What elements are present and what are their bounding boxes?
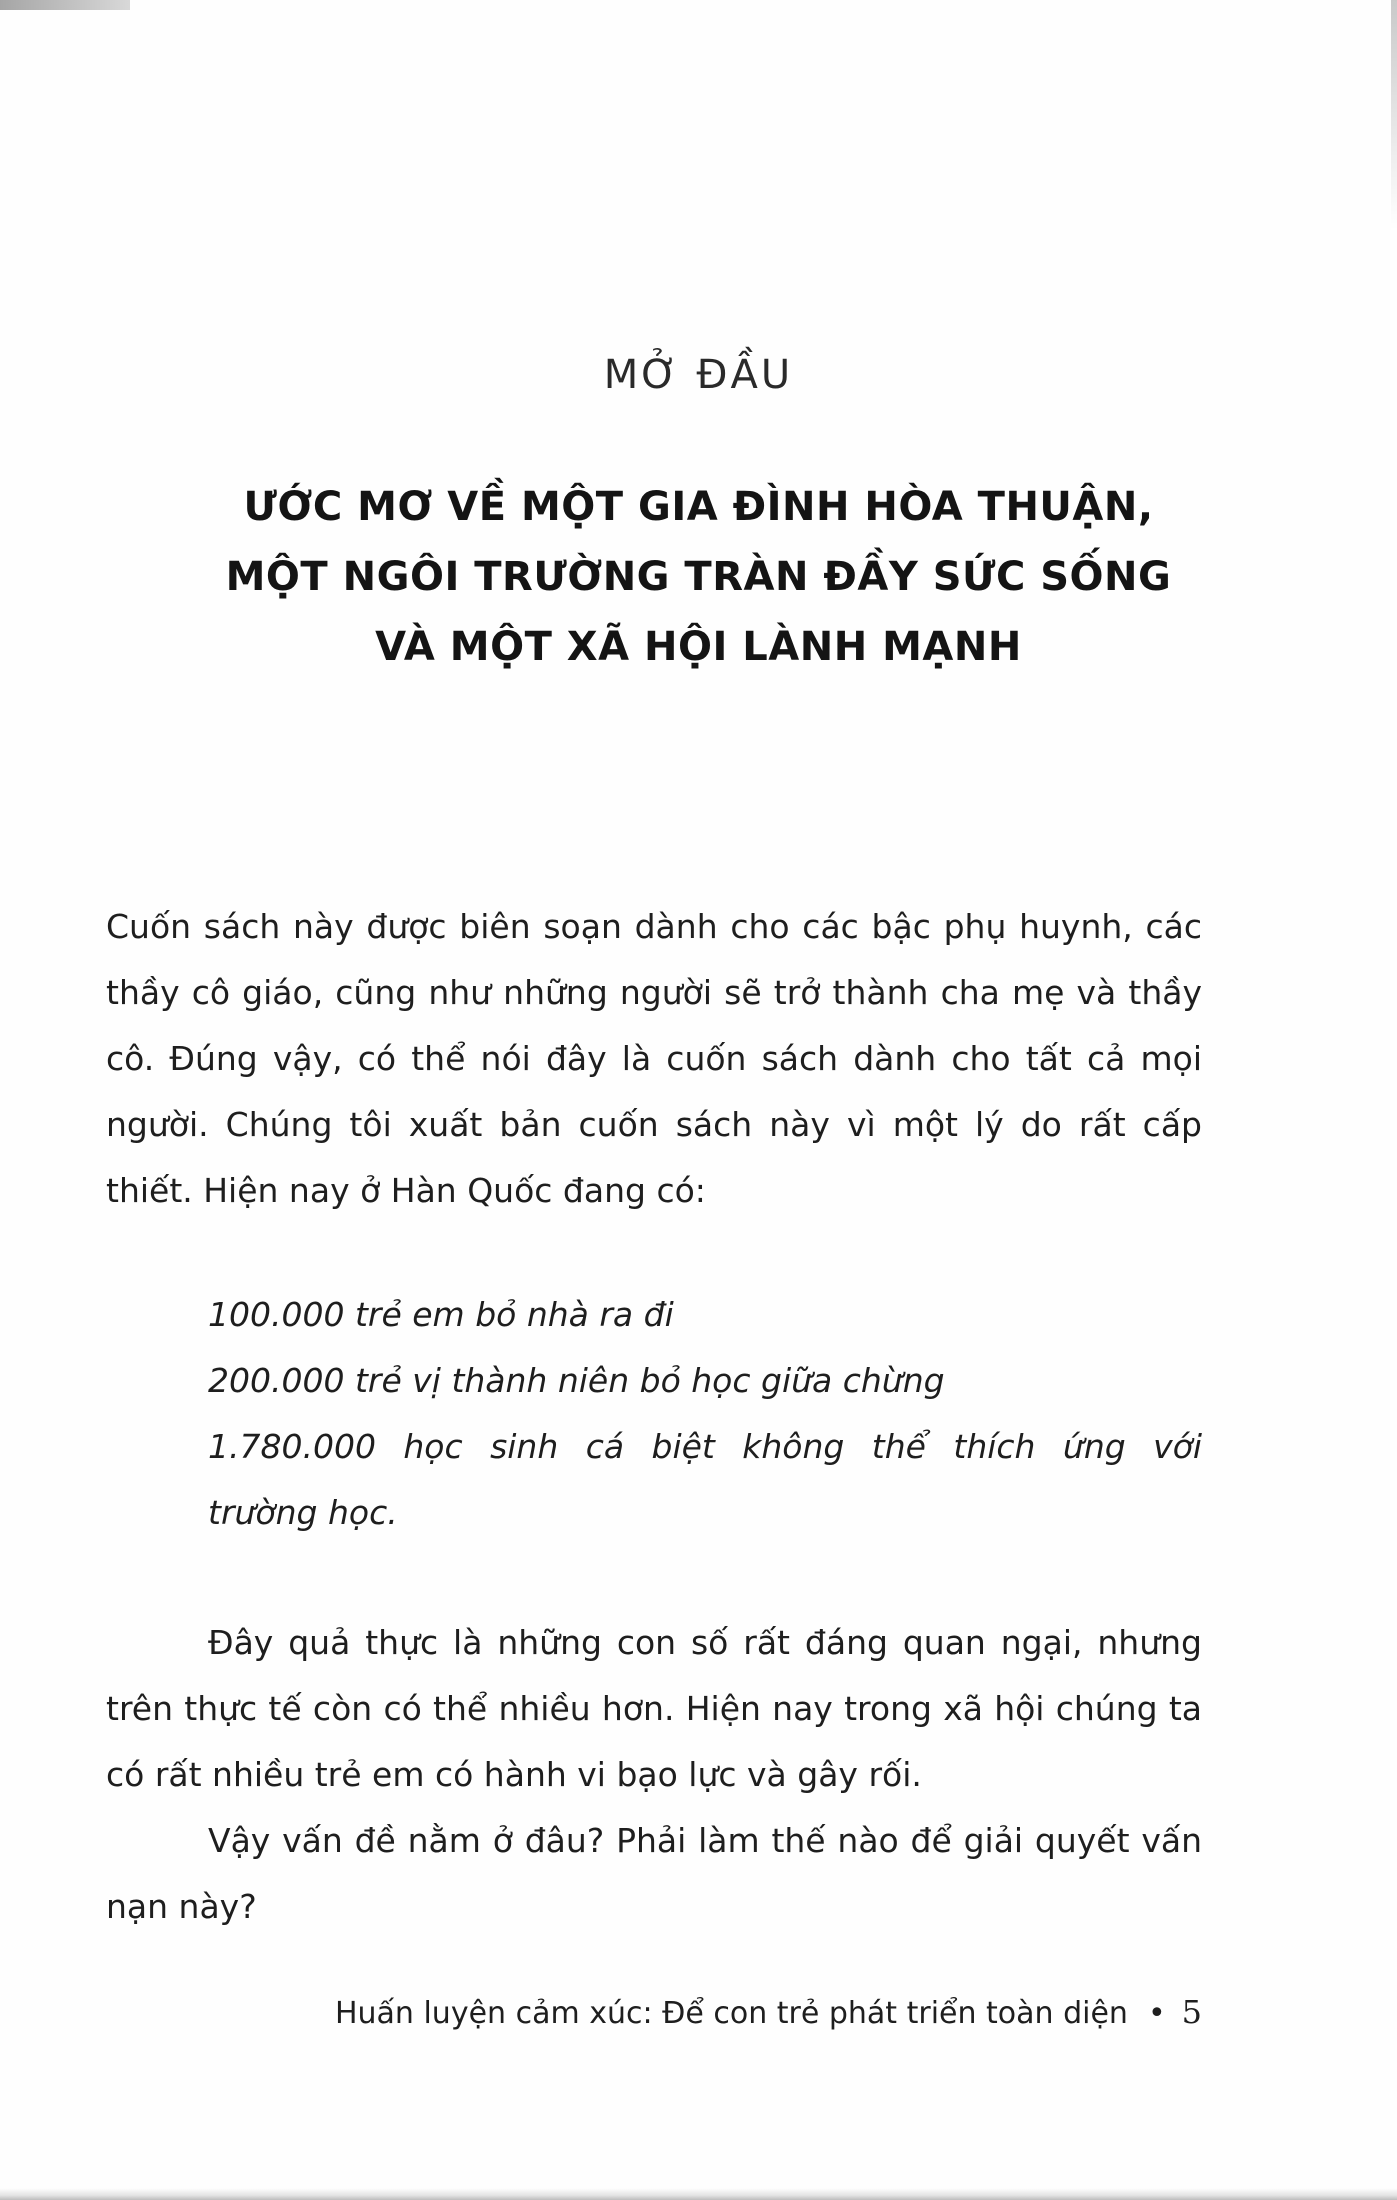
scan-shadow-bottom <box>0 2188 1397 2200</box>
footer-separator: • <box>1147 1996 1166 2031</box>
statistic-item: 100.000 trẻ em bỏ nhà ra đi <box>208 1295 674 1334</box>
running-footer <box>0 1993 1202 2031</box>
statistic-item-continued: trường học. <box>208 1493 398 1532</box>
chapter-label: MỞ ĐẦU <box>603 352 794 398</box>
intro-paragraph: Cuốn sách này được biên soạn dành cho các bậc phụ huynh, các thầy cô giáo, cũng như những người sẽ trở thành cha mẹ và thầy cô. Đúng vậy, có thể nói đây là cuốn sách dành cho tất cả mọi người. Chúng tôi xuất bản cuốn sách này vì một lý do rất cấp thiết. Hiện nay ở Hàn Quốc đang có: <box>106 907 1202 1210</box>
scan-shadow-top <box>0 0 130 10</box>
body-paragraph: Vậy vấn đề nằm ở đâu? Phải làm thế nào để giải quyết vấn nạn này? <box>106 1821 1202 1926</box>
chapter-title-line: VÀ MỘT XÃ HỘI LÀNH MẠNH <box>375 624 1022 670</box>
chapter-title-line: MỘT NGÔI TRƯỜNG TRÀN ĐẦY SỨC SỐNG <box>225 554 1172 600</box>
chapter-title-line: ƯỚC MƠ VỀ MỘT GIA ĐÌNH HÒA THUẬN, <box>243 484 1154 530</box>
chapter-title <box>0 472 1397 682</box>
scan-shadow-right <box>1391 0 1397 230</box>
footer-book-title: Huấn luyện cảm xúc: Để con trẻ phát triển toàn diện <box>334 1996 1128 2031</box>
page-number: 5 <box>1181 1993 1202 2031</box>
statistic-item: 1.780.000 học sinh cá biệt không thể thích ứng với <box>208 1427 1202 1466</box>
statistics-list <box>208 1282 1202 1546</box>
body-paragraph: Đây quả thực là những con số rất đáng quan ngại, nhưng trên thực tế còn có thể nhiều hơn. Hiện nay trong xã hội chúng ta có rất nhiều trẻ em có hành vi bạo lực và gây rối. <box>106 1623 1202 1794</box>
statistic-item: 200.000 trẻ vị thành niên bỏ học giữa chừng <box>208 1361 945 1400</box>
